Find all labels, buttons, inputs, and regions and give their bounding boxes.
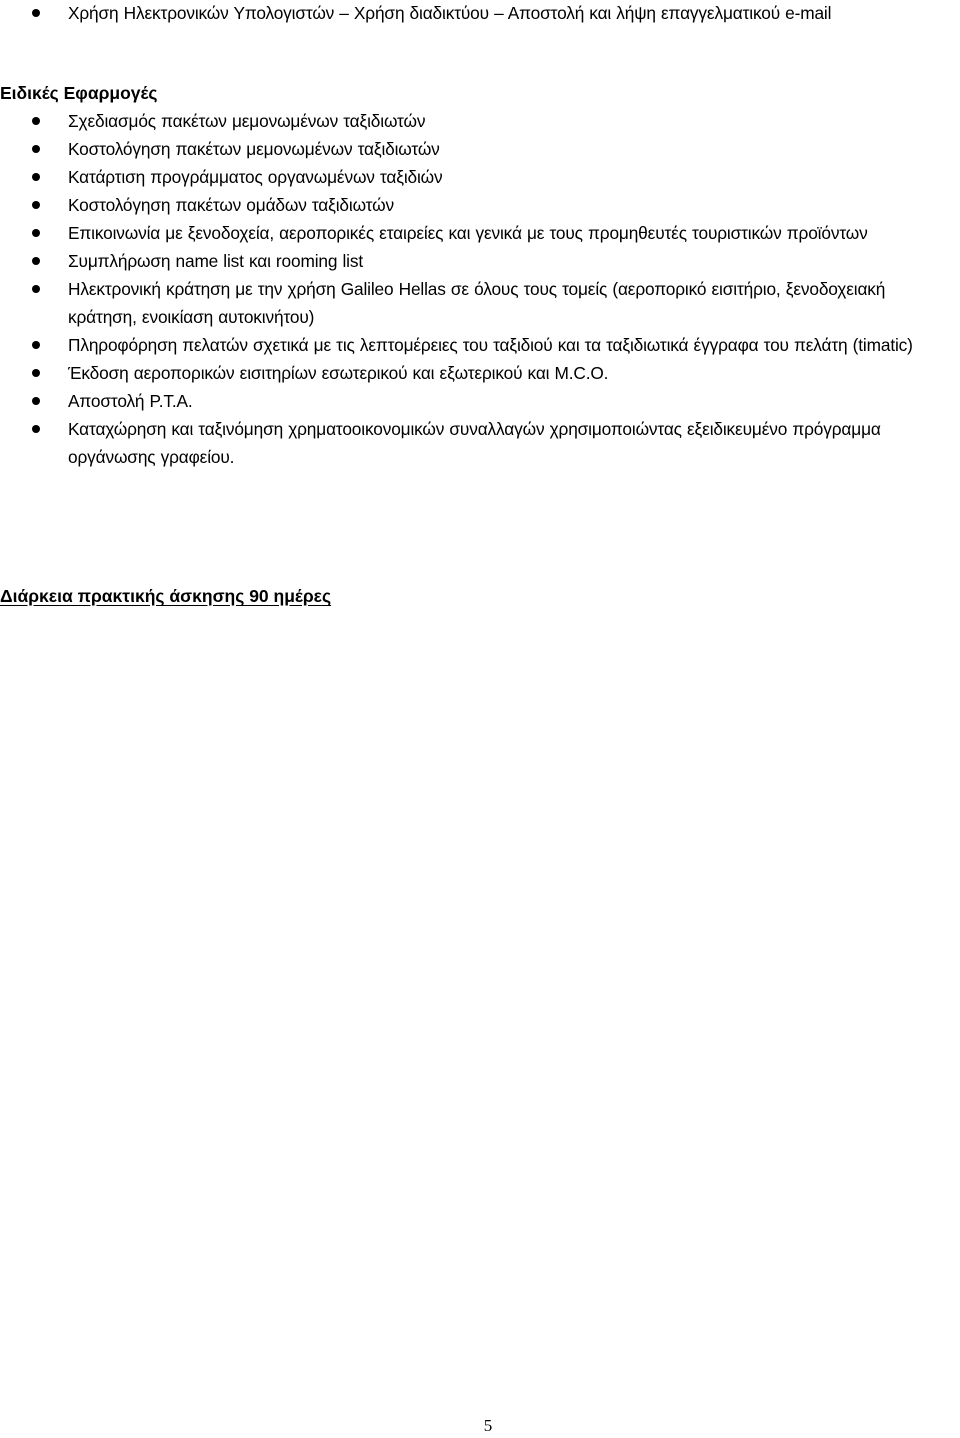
list-item xyxy=(0,191,960,219)
bullet-icon xyxy=(32,341,40,349)
bullet-icon xyxy=(32,257,40,265)
bullet-list-main xyxy=(0,107,960,471)
list-item xyxy=(0,331,960,359)
bullet-icon xyxy=(32,425,40,433)
list-item-text: Πληροφόρηση πελατών σχετικά με τις λεπτομέρειες του ταξιδιού και τα ταξιδιωτικά έγγραφα του πελάτη (timatic) xyxy=(68,335,913,355)
list-item xyxy=(0,275,960,331)
list-item xyxy=(0,219,960,247)
list-item xyxy=(0,415,960,471)
bullet-icon xyxy=(32,9,40,17)
list-item xyxy=(0,387,960,415)
list-item-text: Κοστολόγηση πακέτων μεμονωμένων ταξιδιωτών xyxy=(68,139,440,159)
list-item xyxy=(0,135,960,163)
list-item-text: Αποστολή P.T.A. xyxy=(68,391,193,411)
list-item xyxy=(0,163,960,191)
list-item-text: Κατάρτιση προγράμματος οργανωμένων ταξιδιών xyxy=(68,167,443,187)
page-number: 5 xyxy=(483,1416,493,1435)
bullet-icon xyxy=(32,369,40,377)
section-heading: Ειδικές Εφαρμογές xyxy=(0,83,158,103)
bullet-icon xyxy=(32,229,40,237)
list-item-text: Ηλεκτρονική κράτηση με την χρήση Galileo Hellas σε όλους τους τομείς (αεροπορικό εισιτήριο, ξενοδοχειακή κράτηση, ενοικίαση αυτοκινήτου) xyxy=(68,279,886,327)
bullet-icon xyxy=(32,201,40,209)
list-item-text: Κοστολόγηση πακέτων ομάδων ταξιδιωτών xyxy=(68,195,394,215)
list-item-text: Σχεδιασμός πακέτων μεμονωμένων ταξιδιωτών xyxy=(68,111,426,131)
list-item-text: Συμπλήρωση name list και rooming list xyxy=(68,251,363,271)
bullet-icon xyxy=(32,173,40,181)
list-item-text: Χρήση Ηλεκτρονικών Υπολογιστών – Χρήση διαδικτύου – Αποστολή και λήψη επαγγελματικού e-mail xyxy=(68,3,832,23)
bullet-icon xyxy=(32,285,40,293)
bullet-icon xyxy=(32,397,40,405)
bullet-icon xyxy=(32,145,40,153)
list-item-text: Καταχώρηση και ταξινόμηση χρηματοοικονομικών συναλλαγών χρησιμοποιώντας εξειδικευμένο πρόγραμμα οργάνωσης γραφείου. xyxy=(68,419,881,467)
list-item-text: Επικοινωνία με ξενοδοχεία, αεροπορικές εταιρείες και γενικά με τους προμηθευτές τουριστικών προϊόντων xyxy=(68,223,868,243)
list-item xyxy=(0,107,960,135)
duration-heading: Διάρκεια πρακτικής άσκησης 90 ημέρες xyxy=(0,586,332,606)
list-item-text: Έκδοση αεροπορικών εισιτηρίων εσωτερικού και εξωτερικού και M.C.O. xyxy=(68,363,609,383)
list-item xyxy=(0,0,960,27)
list-item xyxy=(0,359,960,387)
bullet-icon xyxy=(32,117,40,125)
bullet-list-top xyxy=(0,0,960,27)
list-item xyxy=(0,247,960,275)
